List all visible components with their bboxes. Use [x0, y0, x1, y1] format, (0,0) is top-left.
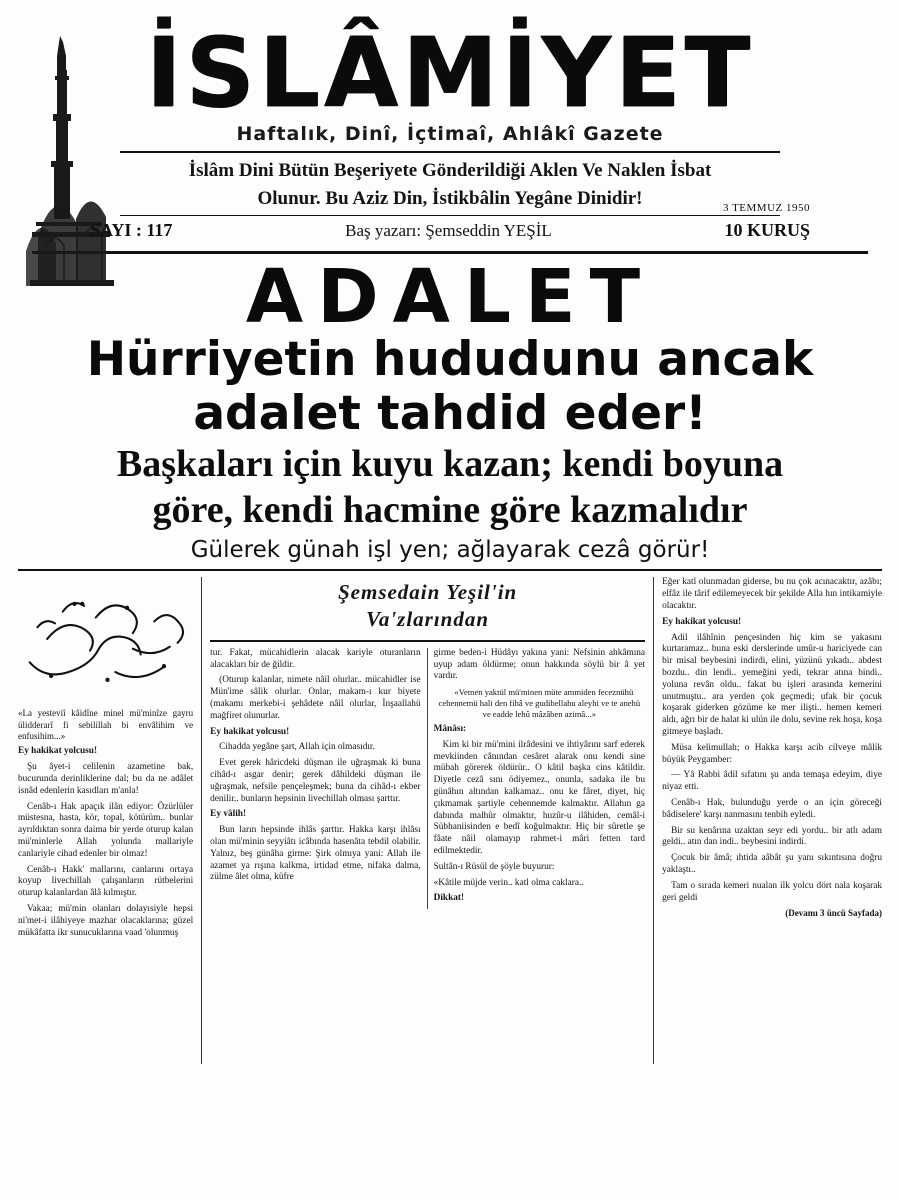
- c2r-p6: Dikkat!: [433, 893, 465, 904]
- c4-p6: Bir su kenârına uzaktan seyr edi yordu.. bir atlı adam geldi.. atın dan indi.. beybesini indirdi.: [662, 825, 882, 848]
- c2l-p0: tur. Fakat, mücahidlerin alacak kariyle oturanların alacakları bir de ğildir.: [210, 647, 421, 670]
- headline-second-line2: göre, kendi hacmine göre kazmalıdır: [152, 488, 748, 531]
- c1-p0: Ey hakikat yolcusu!: [18, 746, 98, 757]
- divider-1: [120, 151, 780, 153]
- c4-p5: Cenâb-ı Hak, bulunduğu yerde o an için göreceği bâdiselere' karşı nanmasını tenbih eyledi.: [662, 797, 882, 820]
- masthead: [0, 0, 900, 241]
- c2r-p2: Mânâsı:: [433, 724, 467, 734]
- besmele-calligraphy-icon: [18, 577, 193, 697]
- c1-p2: Cenâb-ı Hak apaçık ilân ediyor: Özürlüler müstesna, hasta, kör, topal, kötürüm.. bunlar ayrıldıktan sonra daima bir yerde oturup kalan mü'minlerle Allah yolunda mallariyle canlariyle cihad edenler bir olmaz!: [18, 801, 194, 859]
- headline-main-line2: adalet tahdid eder!: [193, 385, 707, 441]
- headline-third: Gülerek günah işl yen; ağlayarak cezâ görür!: [190, 537, 710, 564]
- c2r-p4: Sultân-ı Rüsül de şöyle buyurur:: [433, 861, 555, 872]
- issue-number: SAYI : 117: [90, 219, 173, 240]
- c4-p0: Eğer katl olunmadan giderse, bu nu çok acınacaktır, azâbı; elfâz ile târif edilemeyecek bir şekilde Alla hın intikamiyle olacaktır.: [662, 577, 882, 611]
- headline-kicker: ADALET: [245, 253, 655, 340]
- c4-p4: — Yâ Rabbi âdil sıfatını şu anda temaşa edeyim, diye niyaz etti.: [662, 770, 882, 793]
- column-2-left: [210, 648, 427, 909]
- column-2: [202, 577, 654, 1064]
- c4-p2: Adil ilâhînin pençesinden hiç kim se yakasını kurtaramaz.. buna eski derslerinde umûr-u hariciyede can bir misal beybesini indirdi, elini, yüzünü yıkadı.. abdest bozdu.. din lendi.. yemeğini yedi, tekrar atına bindi.. yoluna revân oldu.. fakat bu işleri arasında kemerini unutmuştu.. ara yerden çok geçmedi; ufak bir çocuk koşarak giderken gözüme ke mer ilişti.. hemen kemeri aldı, ağrı bir de halat ki ulün ile dolu, sevine rek hoşa, koşa gitmeye başladı.: [662, 632, 882, 737]
- c1-p1: Şu âyet-i celilenin azametine bak, bucurunda derinliklerine dal; bu da ne adâlet isnâd edenlerin kasıdları m'anla!: [18, 762, 194, 796]
- c4-p1: Ey hakikat yolcusu!: [662, 616, 742, 627]
- c4-p8: Tam o sırada kemeri nualan ilk yolcu dört nala koşarak geri geldi: [662, 880, 882, 903]
- c2l-p6: Bun ların hepsinde ihlâs şarttır. Hakka karşı ihlâsı olan mü'minin seyyiâtı icâbında hasenâta tebdil olabilir. Yalnız, beş günâha girme: Şirk olmıya yani: Allah ile azamet ya rışına kalkma, irtidad etme, nifaka dalma, zülme âlet olma, küfre: [210, 825, 421, 883]
- c2l-p5: Ey vâlih!: [210, 809, 247, 820]
- c1-p4: Vakaa; mü'min olanları dolayısiyle hepsi ni'met-i ilâhiyeye mazhar olacaklarına; güzel mükâfatta ikr sunucuklarına vaad 'olunmuş: [18, 904, 194, 938]
- publication-date: 3 TEMMUZ 1950: [723, 201, 810, 214]
- c2r-p0: girme beden-i Hüdâyı yakına yani: Nefsinin ahkâmına uyup adam öldürme; onun hakkında söylü bir â yet vardır.: [433, 647, 646, 682]
- c1-p3: Cenâb-ı Hakk' mallarını, canlarını ortaya koyup livechillah çalışanların rütbelerini oturup kalanlardan âlâ kılmıştır.: [18, 864, 194, 899]
- c2l-p3: Cihadda yegâne şart, Allah için olmasıdır.: [219, 742, 375, 753]
- divider-2: [120, 215, 780, 216]
- masthead-motto-line2: Olunur. Bu Aziz Din, İstikbâlin Yegâne Dinidir!: [257, 187, 643, 209]
- headline-main-line1: Hürriyetin hududunu ancak: [86, 331, 814, 387]
- masthead-info-bar: [90, 201, 810, 241]
- c4-p7: Çocuk bir âmâ; ıhtida aâbât şu yanı sıkıntısına doğru yaklaştı..: [662, 853, 882, 875]
- c2l-p2: Ey hakikat yolcusu!: [210, 726, 290, 737]
- c2l-p1: (Oturup kalanlar, nimete nâil olurlar.. mücahidler ise Mün'ime sâlik olurlar. Onlar, makam-ı kur biyete (makamı merkebi-i şehâdete nâil olurlar, İnşaallahü mağfiret olunurlar.: [210, 675, 421, 721]
- c4-p3: Müsa kelimullah; o Hakka karşı acib cilveye mâlik büyük Peygamber:: [662, 742, 882, 765]
- feature-headline-line1: Şemsedain Yeşil'in: [337, 580, 518, 605]
- continued-note: (Devamı 3 üncü Sayfada): [785, 908, 882, 919]
- article-columns: [18, 569, 882, 1064]
- c2r-p1: «Vemen yaktül mü'minen müte ammiden feceznühü cehennemü hali den fihâ ve gudibellahu aleyhi ve te anehü ve eadde lehû mâzâben azimâ...»: [438, 687, 641, 720]
- price-label: 10 KURUŞ: [724, 219, 810, 240]
- calligraphy-caption: «La yesteviî kâidîne minel mü'minîze gayru ülidderarî fi sebilillah bi envâlihim ve enfusihim...»: [18, 708, 194, 742]
- column-4: [654, 577, 882, 1064]
- headline-second-line1: Başkaları için kuyu kazan; kendi boyuna: [116, 442, 784, 485]
- feature-subcolumns: [210, 648, 645, 909]
- feature-headline-line2: Va'zlarından: [366, 606, 490, 631]
- mosque-minaret-icon: [16, 36, 126, 286]
- masthead-motto-line1: İslâm Dini Bütün Beşeriyete Gönderildiği Aklen Ve Naklen İsbat: [188, 160, 712, 182]
- page-title: İSLÂMİYET: [145, 17, 755, 129]
- column-3: [428, 648, 645, 909]
- headline-block: [0, 251, 900, 564]
- masthead-subtitle: Haftalık, Dinî, İçtimaî, Ahlâkî Gazete: [236, 123, 664, 146]
- editor-name: Baş yazarı: Şemseddin YEŞİL: [345, 220, 552, 240]
- column-1: [18, 577, 202, 1064]
- c2r-p5: «Kâtile müjde verin.. katl olma caklara..: [433, 877, 584, 888]
- c2r-p3: Kim ki bir mü'mini ilrâdesini ve ihtiyârını sarf ederek mevkiinden cânından cesâret alarak onu kendi sine mübah görerek öldürür.. O kâtil başka cins kâtildir. Diyetle cezâ sını ödiyemez., onunla, sadaka ile bu günâhın altından kalkamaz.. onu ke fâret, diyet, hiç çıkmamak şartiyle cehennemde kalmaktır. Allahın ga dabında malhûr olmaktır, huzûr-u ilâhiden, cemâl-i Sübhaniisinden e bedî koğulmaktır. Hiç bir sûretle şe fâate nâil olamayıp rahmet-i mâri fetten tard edilmektedir.: [433, 739, 646, 856]
- feature-headline-box: [210, 577, 645, 642]
- c2l-p4: Evet gerek hâricdeki düşman ile uğraşmak ki buna cihâd-ı asgar denir; gerek dâhildeki düşman ile uğraşmak, nefsile pençeleşmek; buna da cihâd-ı ekber denilir.. bunların hepsinin livechillah olması şarttır.: [210, 758, 421, 804]
